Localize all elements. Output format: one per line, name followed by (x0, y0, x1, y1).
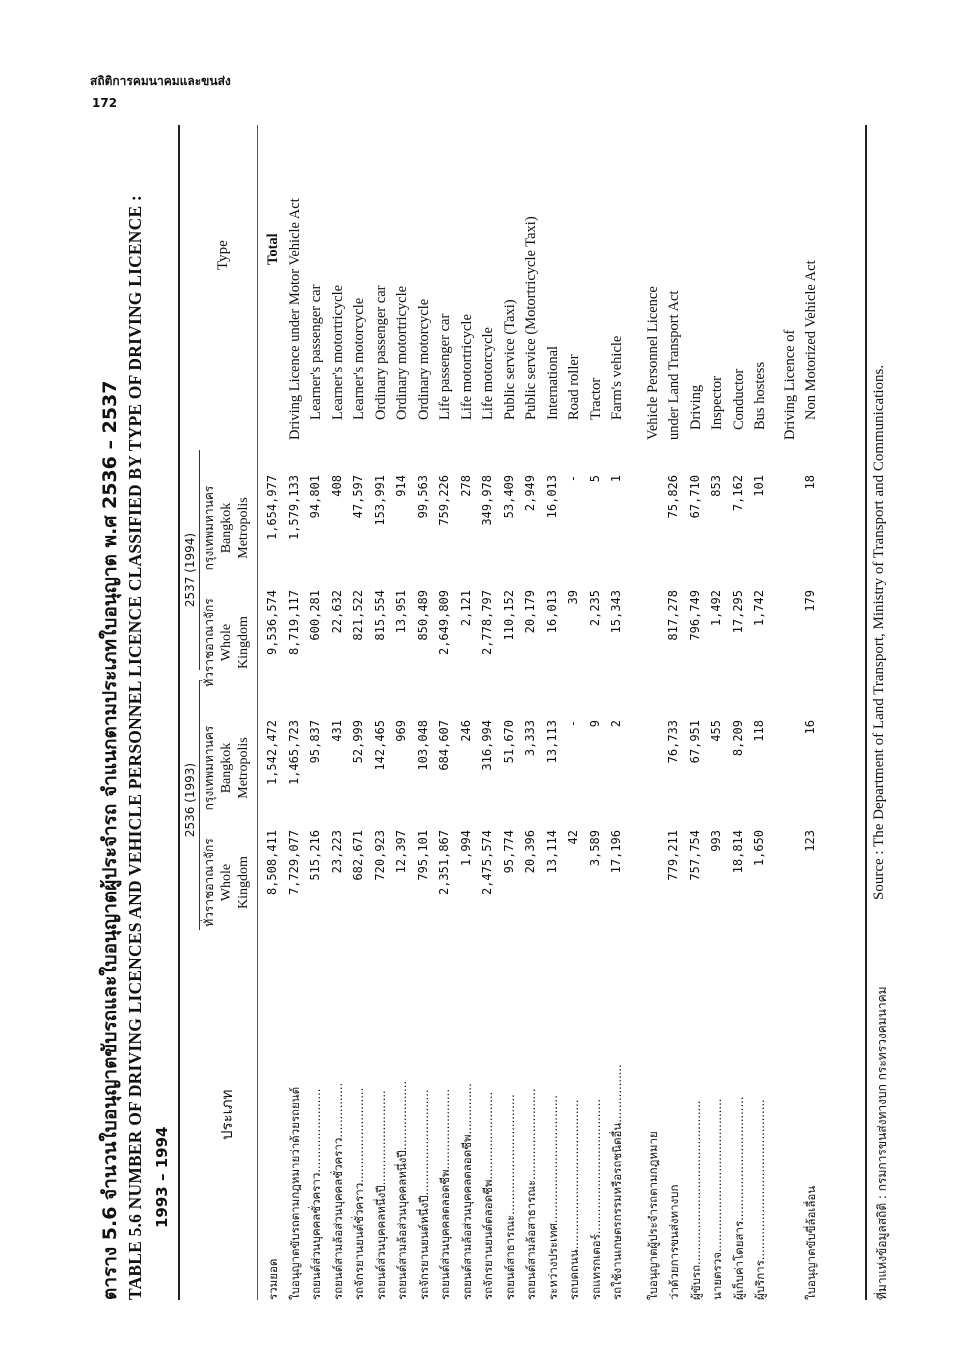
row-label-english: Conductor (730, 368, 747, 430)
year-1994-underline (199, 450, 200, 670)
col-header-bangkok-1994: กรุงเทพมหานคร Bangkok Metropolis (202, 485, 251, 571)
value-bangkok-1993: 67,951 (687, 720, 702, 764)
value-bangkok-1993: 246 (458, 720, 473, 742)
row-label-thai: ผู้เก็บค่าโดยสาร.................................. (731, 1096, 746, 1300)
table-title-english: TABLE 5.6 NUMBER OF DRIVING LICENCES AND VEHICLE PERSONNEL LICENCE CLASSIFIED BY TYPE OF DRIVING LICENCE : (125, 195, 145, 1300)
value-bangkok-1993: 76,733 (666, 720, 680, 764)
row-label-english: Life motortricycle (458, 314, 475, 420)
row-label-english: Ordinary motorcycle (415, 298, 432, 420)
value-whole-1994: 39 (566, 590, 580, 605)
value-whole-1994: 15,343 (609, 590, 623, 634)
row-label-english: Driving Licence under Motor Vehicle Act (286, 198, 303, 440)
value-whole-1993: 2,351,867 (437, 830, 451, 896)
value-whole-1994: 815,554 (372, 590, 387, 641)
table-title-years: 1993 – 1994 (153, 1126, 171, 1228)
value-whole-1993: 757,754 (687, 830, 702, 881)
table-row (351, 125, 369, 1300)
value-whole-1994: 2,778,797 (480, 590, 494, 656)
value-bangkok-1994: 53,409 (501, 475, 516, 519)
value-whole-1994: 13,951 (394, 590, 408, 634)
row-label-thai: รถแทรกเตอร์..................................... (588, 1098, 603, 1300)
bottom-rule (865, 125, 867, 1300)
row-label-thai: รถจักรยานยนต์ตลอดชีพ........................ (481, 1091, 495, 1300)
value-whole-1993: 20,396 (523, 830, 537, 874)
row-label-thai: รถยนต์ส่วนบุคคลชั่วคราว....................... (309, 1088, 323, 1300)
value-whole-1994: 2,121 (458, 590, 473, 627)
value-bangkok-1994: 94,801 (308, 475, 322, 519)
value-whole-1994: 17,295 (730, 590, 745, 634)
value-whole-1993: 993 (709, 830, 723, 852)
value-whole-1993: 7,729,077 (286, 830, 301, 896)
row-label-english: Learner's motortricycle (329, 284, 346, 420)
value-bangkok-1994: 7,162 (730, 475, 745, 512)
value-bangkok-1994: 67,710 (687, 475, 702, 519)
table-row (782, 125, 800, 1300)
table-title-thai: ตาราง 5.6 จำนวนใบอนุญาตขับรถและใบอนุญาตผู้ประจำรถ จำแนกตามประเภทใบอนุญาต พ.ศ 2536 – 2537 (99, 380, 121, 1300)
value-whole-1994: 8,719,117 (286, 590, 301, 656)
type-english-header: Type (215, 240, 231, 270)
year-1993-underline (199, 680, 200, 930)
value-bangkok-1994: 349,978 (480, 475, 494, 526)
value-bangkok-1993: 316,994 (480, 720, 494, 771)
value-whole-1994: 179 (803, 590, 817, 612)
value-whole-1993: 17,196 (609, 830, 623, 874)
row-label-thai: รถยนต์ส่วนบุคคลตลอดชีพ...................... (438, 1089, 452, 1300)
row-label-english: Inspector (709, 376, 725, 430)
table-row (545, 125, 563, 1300)
value-whole-1994: 600,281 (308, 590, 322, 641)
value-whole-1993: 795,101 (415, 830, 430, 881)
value-whole-1994: 1,492 (709, 590, 723, 627)
value-whole-1993: 2,475,574 (480, 830, 494, 896)
table-row (588, 125, 606, 1300)
table-row (709, 125, 727, 1300)
table-row (803, 125, 821, 1300)
table-row (731, 125, 749, 1300)
value-bangkok-1994: 1 (609, 475, 623, 483)
row-label-english: Life motorcycle (480, 327, 496, 420)
value-whole-1993: 12,397 (394, 830, 408, 874)
table-row (373, 125, 391, 1300)
row-label-thai: รถจักรยานยนต์หนึ่งปี............................. (416, 1089, 431, 1300)
value-whole-1994: 2,235 (587, 590, 602, 627)
value-bangkok-1993: 2 (609, 720, 623, 728)
col-header-whole-1993: ทั่วราชอาณาจักร Whole Kingdom (202, 838, 251, 927)
value-bangkok-1993: 969 (394, 720, 408, 742)
running-header: สถิติการคมนาคมและขนส่ง (90, 74, 231, 88)
value-whole-1994: 22,632 (329, 590, 344, 634)
table-row (394, 125, 412, 1300)
rotated-table-page (95, 70, 905, 1300)
row-label-english: Vehicle Personnel Licence (644, 286, 661, 440)
row-label-thai: รถใช้งานเกษตรกรรมหรือรถชนิดอื่น................ (610, 1064, 624, 1300)
table-row (437, 125, 455, 1300)
year-1994-header: 2537 (1994) (183, 532, 197, 608)
value-bangkok-1993: - (566, 720, 580, 728)
value-bangkok-1993: 16 (803, 720, 817, 735)
type-thai-header: ประเภท (218, 1089, 236, 1140)
value-bangkok-1993: 8,209 (730, 720, 745, 757)
row-label-english: Tractor (587, 377, 604, 420)
value-bangkok-1993: 103,048 (415, 720, 430, 771)
row-label-thai: ผู้ขับรถ............................................. (688, 1100, 703, 1300)
page-number: 172 (92, 96, 118, 110)
value-whole-1993: 42 (566, 830, 580, 845)
row-label-thai: รถยนต์สามล้อส่วนบุคคลชั่วคราว............... (330, 1082, 345, 1300)
value-bangkok-1994: 47,597 (351, 475, 365, 519)
value-bangkok-1994: 16,013 (544, 475, 559, 519)
value-bangkok-1994: 99,563 (415, 475, 430, 519)
table-row (459, 125, 477, 1300)
value-whole-1993: 720,923 (372, 830, 387, 881)
value-whole-1994: 9,536,574 (265, 590, 279, 656)
row-label-thai: ใบอนุญาตขับขี่ล้อเลื่อน (804, 1185, 818, 1300)
table-row (330, 125, 348, 1300)
row-label-english: Bus hostess (752, 361, 768, 430)
value-bangkok-1994: 1,579,133 (286, 475, 301, 541)
value-whole-1994: 850,489 (415, 590, 430, 641)
col-header-bangkok-1993: กรุงเทพมหานคร Bangkok Metropolis (202, 725, 251, 811)
value-bangkok-1994: 153,991 (372, 475, 387, 526)
row-label-english: International (544, 345, 561, 420)
value-bangkok-1994: - (566, 475, 580, 483)
table-row (523, 125, 541, 1300)
row-label-thai: รถยนต์สามล้อส่วนบุคคลหนึ่งปี................... (395, 1080, 409, 1300)
value-whole-1993: 95,774 (501, 830, 516, 874)
value-bangkok-1993: 3,333 (523, 720, 537, 757)
row-label-thai: ใบอนุญาตขับรถตามกฎหมายว่าด้วยรถยนต์ (287, 1086, 302, 1300)
value-bangkok-1993: 1,542,472 (265, 720, 279, 786)
row-label-english: Public service (Taxi) (501, 299, 518, 420)
table-row (308, 125, 326, 1300)
value-whole-1994: 20,179 (523, 590, 537, 634)
row-label-thai: ระหว่างประเทศ................................... (545, 1095, 560, 1300)
value-whole-1993: 779,211 (666, 830, 680, 881)
value-bangkok-1994: 101 (752, 475, 766, 497)
col-header-whole-1994: ทั่วราชอาณาจักร Whole Kingdom (202, 598, 251, 687)
row-label-english: Ordinary motortricycle (394, 285, 410, 420)
row-label-thai: รถบดถนน......................................... (567, 1099, 581, 1300)
row-label-english: Driving (687, 384, 704, 430)
value-whole-1993: 23,223 (329, 830, 344, 874)
value-bangkok-1993: 51,670 (501, 720, 516, 764)
row-label-english: Life passenger car (437, 313, 453, 420)
value-bangkok-1994: 75,826 (666, 475, 680, 519)
row-label-english: Ordinary passenger car (372, 285, 389, 420)
value-bangkok-1993: 142,465 (372, 720, 387, 771)
row-label-thai: ผู้บริการ............................................ (753, 1099, 767, 1300)
value-whole-1994: 817,278 (666, 590, 680, 641)
value-bangkok-1994: 1,654,977 (265, 475, 279, 541)
value-bangkok-1993: 431 (329, 720, 344, 742)
value-bangkok-1993: 9 (587, 720, 602, 728)
table-row (752, 125, 770, 1300)
row-label-english: Road roller (566, 354, 582, 420)
row-label-english: Total (265, 233, 281, 265)
row-label-english: Public service (Motortricycle Taxi) (523, 216, 539, 420)
row-label-english: Learner's passenger car (308, 284, 324, 420)
value-bangkok-1993: 95,837 (308, 720, 322, 764)
value-whole-1993: 682,671 (351, 830, 365, 881)
value-whole-1993: 13,114 (544, 830, 559, 874)
row-label-thai: รวมยอด (266, 1258, 280, 1300)
value-whole-1993: 515,216 (308, 830, 322, 881)
value-whole-1994: 110,152 (501, 590, 516, 641)
value-bangkok-1994: 759,226 (437, 475, 451, 526)
value-bangkok-1994: 278 (458, 475, 473, 497)
table-row (666, 125, 684, 1300)
value-bangkok-1994: 408 (329, 475, 344, 497)
value-whole-1993: 18,814 (730, 830, 745, 874)
value-bangkok-1994: 853 (709, 475, 723, 497)
value-whole-1993: 123 (803, 830, 817, 852)
value-whole-1993: 1,650 (752, 830, 766, 867)
value-whole-1993: 3,589 (587, 830, 602, 867)
value-bangkok-1994: 2,949 (523, 475, 537, 512)
row-label-thai: นายตรวจ.......................................... (710, 1098, 724, 1300)
value-whole-1994: 796,749 (687, 590, 702, 641)
value-bangkok-1993: 118 (752, 720, 766, 742)
source-english: Source : The Department of Land Transport, Ministry of Transport and Communications. (871, 364, 887, 900)
value-bangkok-1993: 1,465,723 (286, 720, 301, 786)
value-bangkok-1994: 18 (803, 475, 817, 490)
row-label-thai: ใบอนุญาตผู้ประจำรถตามกฎหมาย (645, 1131, 660, 1300)
value-bangkok-1994: 914 (394, 475, 408, 497)
table-row (688, 125, 706, 1300)
value-bangkok-1993: 455 (709, 720, 723, 742)
header-separator (257, 125, 258, 1300)
value-whole-1994: 2,649,809 (437, 590, 451, 656)
row-label-thai: รถยนต์สามล้อส่วนบุคคลตลอดชีพ.............. (459, 1083, 474, 1300)
value-whole-1994: 821,522 (351, 590, 365, 641)
table-row (609, 125, 627, 1300)
row-label-english: Learner's motorcycle (351, 297, 367, 420)
table-row (502, 125, 520, 1300)
row-label-thai: รถยนต์สาธารณะ................................. (502, 1094, 517, 1300)
value-bangkok-1993: 13,113 (544, 720, 559, 764)
value-whole-1994: 16,013 (544, 590, 559, 634)
value-bangkok-1993: 52,999 (351, 720, 365, 764)
row-label-thai: รถยนต์สามล้อสาธารณะ......................... (524, 1088, 538, 1300)
row-label-thai: ว่าด้วยการขนส่งทางบก (667, 1184, 681, 1300)
year-1993-header: 2536 (1993) (183, 762, 197, 838)
row-label-thai: รถยนต์ส่วนบุคคลหนึ่งปี.......................... (373, 1090, 388, 1300)
table-row (416, 125, 434, 1300)
row-label-thai: รถจักรยานยนต์ชั่วคราว.......................... (352, 1087, 366, 1300)
value-bangkok-1993: 684,607 (437, 720, 451, 771)
top-rule (178, 125, 180, 1300)
table-row (645, 125, 663, 1300)
value-whole-1993: 8,508,411 (265, 830, 279, 896)
table-row (265, 125, 283, 1300)
value-whole-1994: 1,742 (752, 590, 766, 627)
value-bangkok-1994: 5 (587, 475, 602, 483)
row-label-english: Driving Licence of (781, 329, 798, 440)
source-thai: ที่มาแห่งข้อมูลสถิติ : กรมการขนส่งทางบก กระทรวงคมนาคม (875, 986, 889, 1300)
table-row (480, 125, 498, 1300)
table-row (566, 125, 584, 1300)
value-whole-1993: 1,994 (458, 830, 473, 867)
row-label-english: Non Motorized Vehicle Act (803, 260, 819, 420)
row-label-english: under Land Transport Act (666, 290, 682, 440)
table-row (287, 125, 305, 1300)
row-label-english: Farm's vehicle (609, 335, 625, 420)
